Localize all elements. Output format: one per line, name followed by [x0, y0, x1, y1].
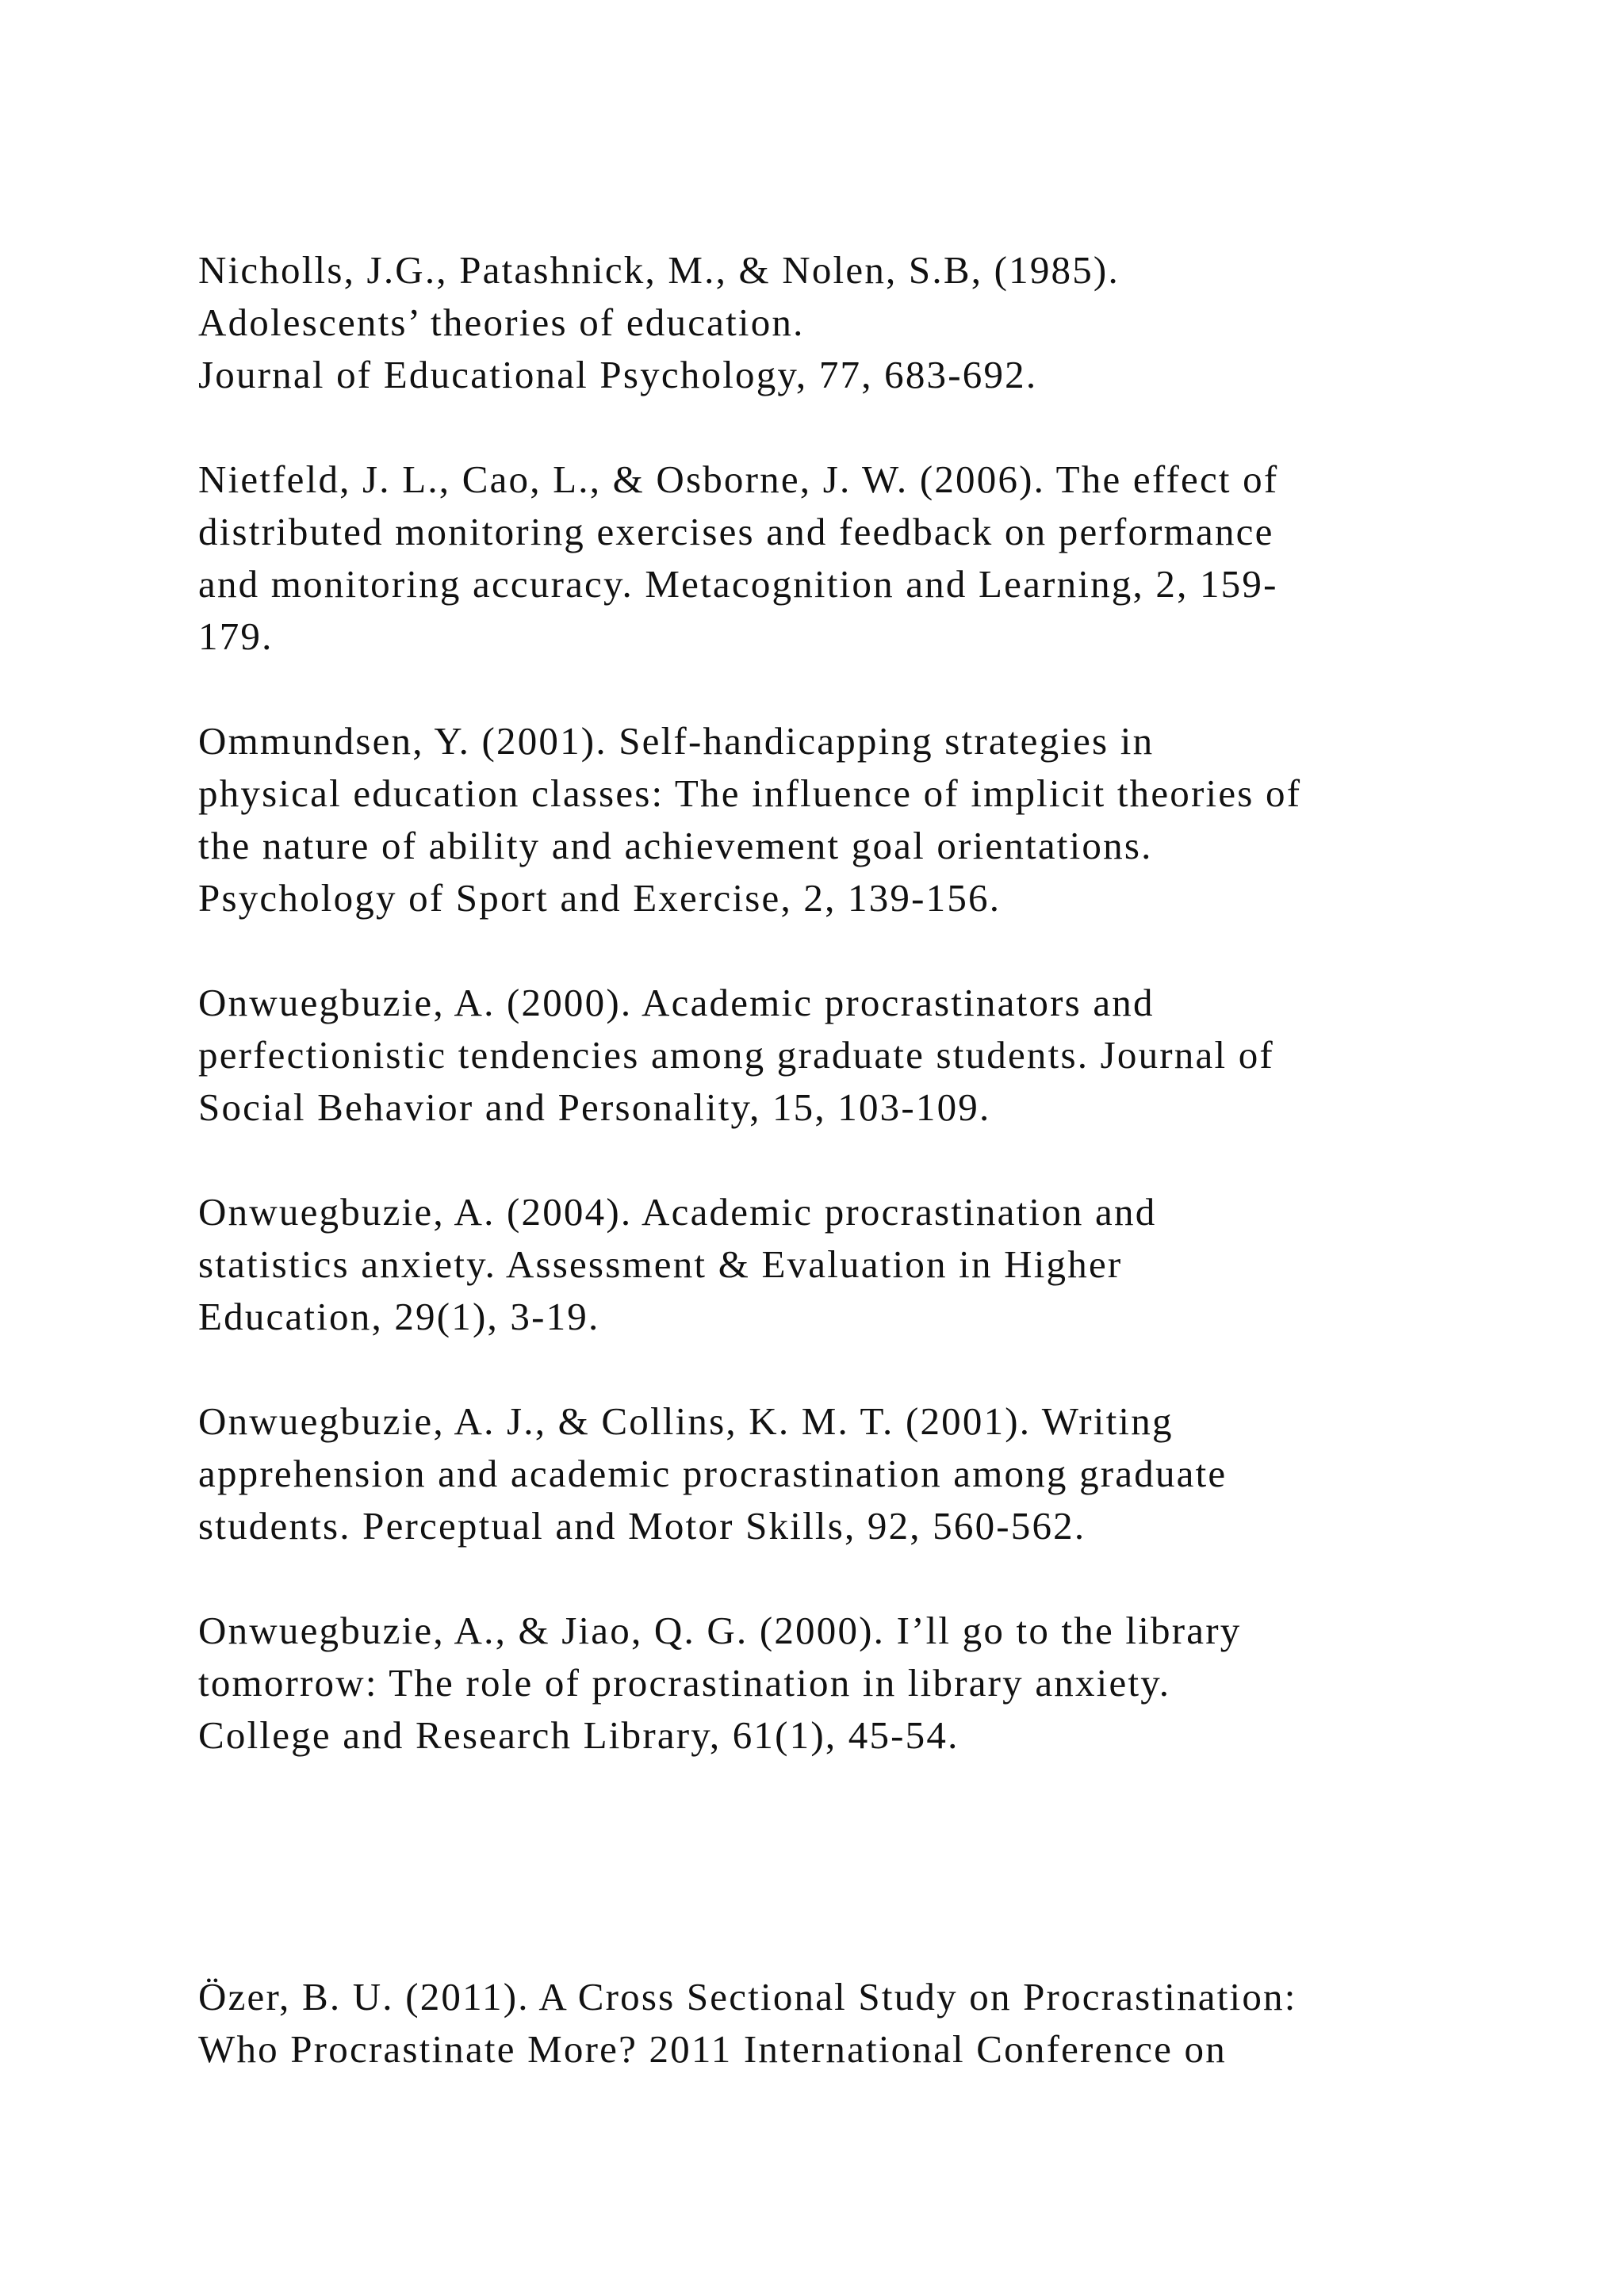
reference-line: Nicholls, J.G., Patashnick, M., & Nolen, S.B, (1985). [198, 248, 1120, 292]
reference-line: Özer, B. U. (2011). A Cross Sectional Study on Procrastination: [198, 1975, 1297, 2019]
reference-line: statistics anxiety. Assessment & Evaluation in Higher [198, 1242, 1123, 1286]
reference-line: Ommundsen, Y. (2001). Self-handicapping strategies in [198, 719, 1155, 763]
reference-line: Social Behavior and Personality, 15, 103-109. [198, 1085, 991, 1129]
reference-line: Psychology of Sport and Exercise, 2, 139-156. [198, 876, 1002, 920]
reference-line: Education, 29(1), 3-19. [198, 1295, 600, 1338]
reference-line: Adolescents’ theories of education. [198, 300, 805, 344]
reference-line: the nature of ability and achievement goal orientations. [198, 824, 1153, 867]
reference-line: College and Research Library, 61(1), 45-54. [198, 1713, 959, 1757]
reference-line: apprehension and academic procrastination among graduate [198, 1452, 1228, 1495]
reference-line: Journal of Educational Psychology, 77, 683-692. [198, 353, 1038, 396]
reference-line: tomorrow: The role of procrastination in library anxiety. [198, 1661, 1171, 1705]
reference-line: perfectionistic tendencies among graduate students. Journal of [198, 1033, 1274, 1077]
reference-entry-nicholls-1985 [198, 244, 1546, 401]
reference-entry-onwuegbuzie-2004 [198, 1186, 1546, 1343]
reference-line: distributed monitoring exercises and feedback on performance [198, 510, 1274, 553]
reference-line: students. Perceptual and Motor Skills, 92, 560-562. [198, 1504, 1086, 1548]
reference-line: Onwuegbuzie, A. (2000). Academic procrastinators and [198, 981, 1155, 1024]
reference-entry-onwuegbuzie-collins-2001 [198, 1395, 1546, 1552]
reference-line: and monitoring accuracy. Metacognition and Learning, 2, 159- [198, 562, 1278, 606]
reference-line: 179. [198, 614, 274, 658]
reference-line: Who Procrastinate More? 2011 International Conference on [198, 2027, 1227, 2071]
reference-line: physical education classes: The influence of implicit theories of [198, 771, 1302, 815]
reference-entry-onwuegbuzie-2000a [198, 977, 1546, 1134]
reference-line: Onwuegbuzie, A. (2004). Academic procrastination and [198, 1190, 1157, 1234]
reference-entry-ozer-2011 [198, 1971, 1546, 2076]
reference-line: Onwuegbuzie, A., & Jiao, Q. G. (2000). I’ll go to the library [198, 1609, 1242, 1652]
reference-entry-onwuegbuzie-jiao-2000 [198, 1605, 1546, 1762]
reference-list [198, 244, 1546, 2128]
reference-line: Nietfeld, J. L., Cao, L., & Osborne, J. W. (2006). The effect of [198, 457, 1279, 501]
reference-entry-ommundsen-2001 [198, 715, 1546, 924]
reference-line: Onwuegbuzie, A. J., & Collins, K. M. T. (2001). Writing [198, 1399, 1174, 1443]
reference-entry-nietfeld-2006 [198, 453, 1546, 663]
